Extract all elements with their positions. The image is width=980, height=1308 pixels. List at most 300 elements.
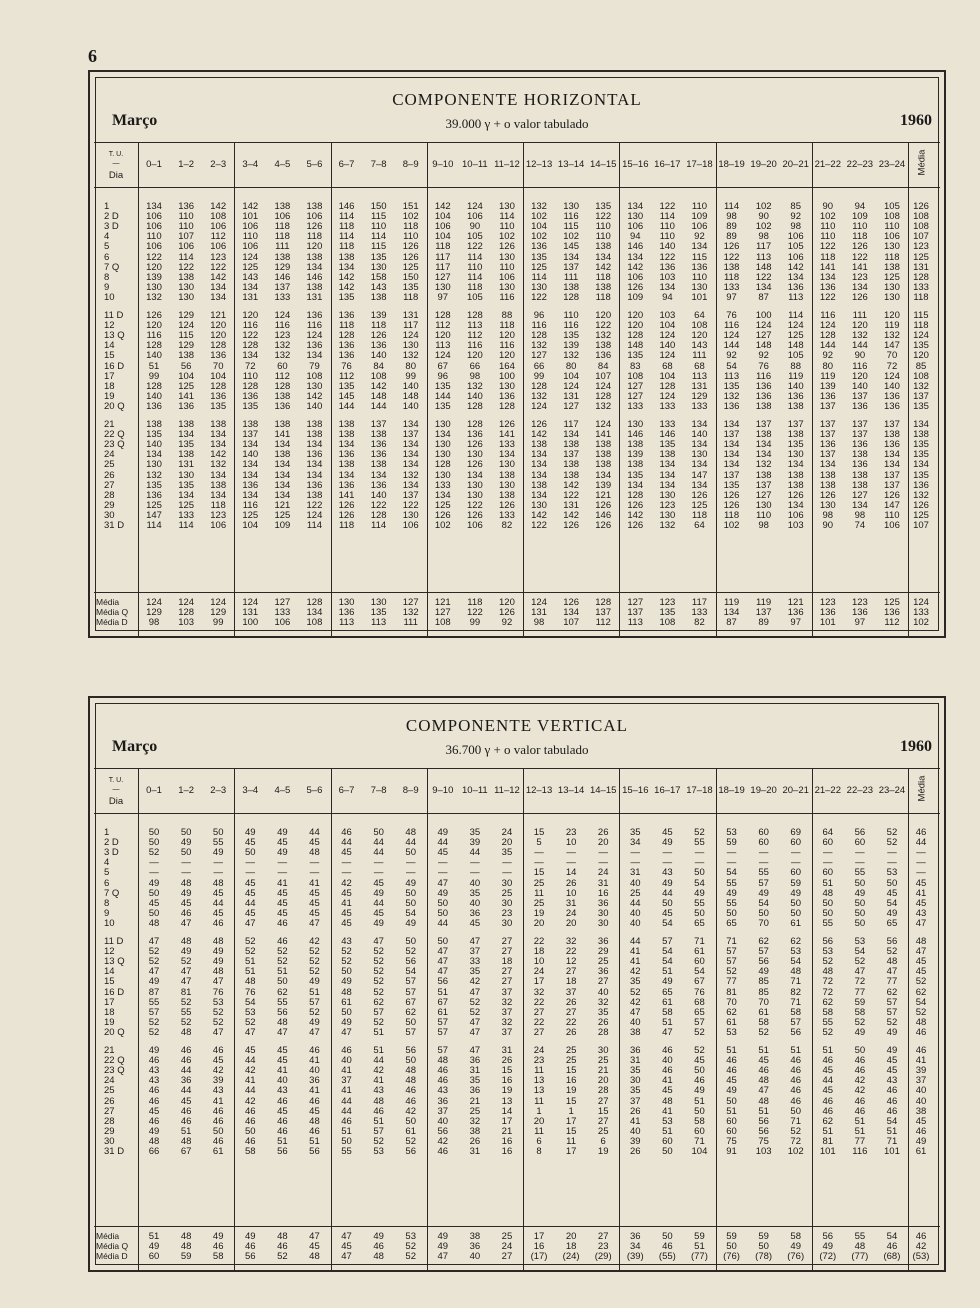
table-cell: 46	[915, 1045, 927, 1056]
summary-cell: 112	[884, 616, 900, 628]
table-cell: 133	[434, 479, 451, 491]
table-cell: 51	[180, 1125, 192, 1137]
table-cell: 147	[884, 340, 900, 352]
row-day-label: 5	[104, 867, 110, 879]
table-cell: 114	[467, 251, 483, 263]
table-cell: 138	[499, 489, 515, 501]
table-cell: 130	[146, 459, 162, 471]
table-cell: 102	[819, 211, 836, 223]
table-cell: 132	[755, 459, 772, 471]
table-cell: 129	[178, 340, 195, 352]
summary-cell: 124	[146, 596, 162, 608]
table-cell: 126	[531, 419, 547, 430]
table-cell: 144	[338, 400, 355, 412]
column-header-6–7: 6–7	[338, 159, 355, 170]
table-cell: 126	[691, 489, 708, 501]
table-cell: 80	[405, 360, 416, 372]
table-cell: 50	[854, 1045, 866, 1056]
table-cell: 51	[245, 956, 256, 968]
column-header-3–4: 3–4	[242, 785, 259, 796]
table-cell: 136	[851, 439, 868, 451]
summary-cell: 47	[309, 1230, 320, 1242]
column-header-1–2: 1–2	[178, 159, 195, 170]
table-cell: 23	[501, 907, 513, 919]
table-cell: 142	[306, 390, 323, 402]
table-cell: 60	[758, 827, 769, 838]
table-cell: 52	[245, 936, 256, 947]
table-cell: 139	[563, 340, 580, 352]
table-cell: 46	[212, 1045, 224, 1056]
table-cell: 59	[790, 877, 801, 889]
table-cell: 70	[886, 350, 898, 362]
row-day-label: 17	[104, 370, 115, 382]
table-cell: 118	[499, 320, 515, 332]
table-cell: 136	[755, 380, 772, 392]
table-cell: 49	[245, 827, 256, 838]
summary-cell: 46	[245, 1240, 256, 1252]
table-cell: 45	[245, 907, 256, 919]
table-cell: 106	[146, 211, 162, 223]
summary-cell: 132	[402, 606, 419, 618]
table-cell: 118	[403, 221, 419, 233]
table-cell: 134	[659, 281, 676, 293]
table-cell: 45	[822, 1085, 834, 1097]
table-cell: 138	[755, 469, 772, 481]
table-cell: 106	[627, 221, 644, 233]
table-cell: 106	[787, 509, 804, 521]
table-cell: 57	[405, 976, 416, 988]
table-cell: 47	[437, 877, 449, 889]
table-cell: 50	[437, 936, 449, 947]
column-header-22–23: 22–23	[846, 159, 874, 170]
table-cell: 54	[854, 946, 866, 958]
table-cell: 56	[437, 976, 449, 988]
table-cell: 117	[435, 251, 451, 263]
table-cell: 25	[533, 897, 545, 909]
table-cell: 15	[565, 1065, 577, 1077]
table-cell: 92	[790, 211, 801, 223]
table-cell: 52	[726, 966, 737, 978]
table-cell: 54	[662, 917, 673, 929]
table-cell: 126	[884, 489, 900, 501]
table-cell: 134	[434, 429, 451, 441]
table-cell: 60	[662, 1135, 673, 1147]
table-cell: —	[566, 857, 576, 869]
table-cell: 72	[822, 976, 834, 988]
table-cell: 138	[274, 419, 291, 430]
column-header-8–9: 8–9	[402, 785, 419, 796]
table-cell: 125	[274, 509, 291, 521]
table-cell: 38	[630, 1026, 641, 1038]
table-cell: 46	[405, 1095, 416, 1107]
table-cell: 50	[245, 1125, 256, 1137]
table-cell: 118	[435, 241, 451, 253]
summary-cell: 124	[178, 596, 195, 608]
summary-cell: 108	[434, 616, 451, 628]
table-cell: 136	[884, 400, 900, 412]
table-cell: 46	[148, 1055, 160, 1067]
table-cell: 126	[434, 509, 451, 521]
column-header-15–16: 15–16	[622, 159, 649, 170]
table-cell: 25	[630, 887, 641, 899]
row-day-label: 21	[104, 1045, 115, 1056]
table-cell: 138	[178, 350, 195, 362]
table-cell: 87	[758, 291, 769, 303]
table-cell: 59	[854, 996, 866, 1008]
table-cell: 75	[758, 1135, 769, 1147]
table-cell: 104	[210, 370, 227, 382]
table-cell: 110	[820, 231, 836, 243]
table-cell: 51	[373, 1045, 384, 1056]
table-cell: —	[534, 857, 544, 869]
table-cell: 56	[437, 1125, 449, 1137]
table-cell: 46	[309, 1095, 320, 1107]
table-cell: 85	[758, 976, 769, 988]
table-cell: 47	[309, 1026, 320, 1038]
table-cell: 131	[178, 459, 195, 471]
table-cell: —	[309, 857, 320, 869]
table-cell: 132	[723, 390, 740, 402]
table-cell: 128	[146, 340, 162, 352]
row-day-label: 16 D	[104, 360, 125, 372]
table-cell: 48	[341, 986, 352, 998]
table-cell: 135	[434, 380, 451, 392]
column-header-2–3: 2–3	[210, 159, 227, 170]
table-cell: 50	[694, 1105, 705, 1117]
table-cell: 102	[499, 231, 515, 243]
table-cell: 70	[726, 996, 737, 1008]
table-cell: 26	[565, 877, 577, 889]
table-cell: 35	[469, 1075, 481, 1087]
table-cell: 104	[691, 1146, 708, 1157]
table-cell: 114	[146, 520, 162, 531]
table-cell: 130	[178, 469, 195, 481]
table-cell: 130	[178, 291, 195, 303]
table-cell: 139	[370, 310, 387, 321]
table-cell: 50	[405, 1055, 416, 1067]
table-cell: 20	[533, 1115, 545, 1127]
table-cell: 125	[242, 509, 259, 521]
table-cell: 150	[402, 271, 419, 283]
table-cell: 47	[469, 986, 481, 998]
table-cell: 144	[819, 340, 836, 352]
table-cell: 19	[565, 1085, 577, 1097]
row-day-label: 8	[104, 271, 110, 283]
table-cell: 113	[788, 291, 804, 303]
table-cell: 57	[886, 1006, 898, 1018]
table-cell: 40	[915, 1085, 927, 1097]
table-cell: 138	[274, 449, 291, 461]
table-cell: 50	[341, 1006, 352, 1018]
summary-cell: 54	[886, 1230, 898, 1242]
table-cell: 124	[402, 330, 419, 342]
table-cell: 46	[373, 1105, 384, 1117]
table-cell: 90	[854, 350, 866, 362]
table-cell: 134	[787, 271, 804, 283]
table-cell: 55	[212, 837, 224, 849]
table-cell: 46	[212, 1135, 224, 1147]
table-cell: 42	[854, 1075, 866, 1087]
table-cell: 40	[597, 986, 609, 998]
summary-cell: 51	[694, 1240, 705, 1252]
table-cell: 57	[405, 986, 416, 998]
table-cell: 138	[563, 459, 580, 471]
table-cell: 46	[854, 1095, 866, 1107]
table-cell: 135	[913, 469, 929, 481]
table-cell: 49	[341, 1016, 352, 1028]
table-cell: 108	[913, 211, 929, 223]
table-cell: 40	[469, 897, 481, 909]
table-cell: 106	[627, 271, 644, 283]
summary-cell: 48	[309, 1250, 320, 1262]
table-cell: 45	[277, 897, 288, 909]
table-cell: 52	[277, 946, 288, 958]
table-cell: 49	[212, 847, 224, 859]
table-cell: 44	[245, 1085, 256, 1097]
table-cell: 54	[790, 956, 801, 968]
table-cell: 17	[533, 976, 545, 988]
row-day-label: 29	[104, 1125, 115, 1137]
table-cell: 133	[274, 291, 291, 303]
table-cell: 147	[146, 509, 162, 521]
summary-cell: 118	[467, 596, 483, 608]
row-day-label: 27	[104, 1105, 115, 1117]
table-cell: 60	[822, 837, 834, 849]
table-cell: 46	[341, 1045, 352, 1056]
table-cell: 124	[723, 330, 740, 342]
table-cell: 115	[371, 241, 387, 253]
table-cell: 146	[659, 429, 676, 441]
table-cell: 101	[819, 1146, 836, 1157]
column-header-19–20: 19–20	[750, 159, 777, 170]
table-cell: 43	[277, 1085, 288, 1097]
table-cell: —	[726, 847, 737, 859]
table-cell: 130	[884, 241, 900, 253]
table-cell: 114	[659, 211, 675, 223]
table-cell: 122	[402, 499, 419, 511]
table-cell: 130	[402, 509, 419, 521]
table-cell: 109	[851, 211, 868, 223]
table-cell: 143	[242, 271, 259, 283]
summary-cell: 40	[469, 1250, 481, 1262]
table-cell: 138	[884, 429, 900, 441]
table-cell: 115	[563, 221, 579, 233]
table-cell: 126	[338, 509, 355, 521]
table-cell: 134	[178, 429, 195, 441]
table-cell: 8	[536, 1146, 542, 1157]
table-cell: 47	[886, 966, 898, 978]
table-cell: 133	[499, 439, 515, 451]
row-day-label: 9	[104, 281, 110, 293]
table-cell: 112	[467, 330, 483, 342]
summary-cell: 46	[915, 1230, 927, 1242]
table-cell: 42	[405, 1105, 416, 1117]
table-cell: 118	[820, 251, 836, 263]
table-cell: 116	[563, 211, 579, 223]
table-cell: 39	[915, 1065, 927, 1077]
table-cell: 130	[627, 211, 644, 223]
table-cell: 36	[469, 1085, 481, 1097]
table-cell: 37	[341, 1075, 352, 1087]
table-cell: 144	[723, 340, 740, 352]
table-cell: 125	[913, 251, 929, 263]
row-day-label: 29	[104, 499, 115, 511]
summary-cell: 50	[758, 1240, 769, 1252]
table-cell: 45	[758, 1055, 769, 1067]
table-cell: 49	[915, 1135, 927, 1147]
table-cell: 61	[915, 1146, 927, 1157]
table-cell: 52	[630, 986, 641, 998]
table-cell: 144	[434, 390, 451, 402]
table-cell: 138	[210, 479, 227, 491]
table-cell: 136	[819, 390, 836, 402]
table-cell: —	[598, 857, 608, 869]
table-cell: 90	[822, 201, 834, 212]
summary-cell: 23	[597, 1240, 609, 1252]
table-cell: 20	[597, 837, 609, 849]
table-cell: 49	[212, 946, 224, 958]
table-cell: 54	[726, 867, 737, 879]
table-cell: 46	[341, 827, 352, 838]
table-cell: 138	[306, 429, 323, 441]
table-cell: 47	[277, 1026, 288, 1038]
table-cell: 118	[467, 281, 483, 293]
row-day-label: 13 Q	[104, 956, 125, 968]
row-day-label: 22 Q	[104, 429, 125, 441]
table-cell: 55	[726, 897, 737, 909]
table-cell: 28	[597, 1026, 609, 1038]
table-cell: 6	[600, 1135, 606, 1147]
table-cell: 115	[913, 310, 929, 321]
table-cell: 103	[755, 1146, 772, 1157]
table-cell: 128	[531, 330, 547, 342]
dia-header: Dia	[108, 170, 124, 181]
table-cell: 81	[726, 986, 737, 998]
table-cell: 57	[726, 956, 737, 968]
table-cell: 138	[306, 201, 323, 212]
table-cell: 40	[662, 1055, 673, 1067]
table-cell: 40	[309, 1065, 320, 1077]
table-cell: 125	[531, 261, 547, 273]
table-cell: 126	[627, 281, 644, 293]
table-cell: 19	[501, 1085, 513, 1097]
table-cell: 52	[212, 1016, 224, 1028]
table-cell: 131	[913, 261, 929, 273]
table-cell: 108	[913, 370, 929, 382]
table-cell: 52	[373, 966, 384, 978]
table-cell: 128	[466, 400, 483, 412]
table-cell: 114	[306, 520, 323, 531]
table-cell: 46	[915, 1125, 927, 1137]
table-cell: —	[373, 857, 384, 869]
row-day-label: 23 Q	[104, 1065, 125, 1077]
table-cell: 60	[758, 837, 769, 849]
table-cell: 77	[886, 976, 898, 988]
summary-cell: 51	[148, 1230, 160, 1242]
table-cell: 126	[851, 241, 868, 253]
table-cell: 134	[210, 469, 227, 481]
table-cell: 138	[723, 261, 740, 273]
table-cell: 120	[466, 350, 483, 362]
table-cell: 134	[338, 469, 355, 481]
table-cell: 65	[886, 917, 898, 929]
table-cell: 46	[437, 1146, 449, 1157]
table-cell: 142	[531, 429, 547, 441]
table-cell: 71	[694, 936, 705, 947]
row-day-label: 31 D	[104, 1146, 125, 1157]
summary-cell: 133	[913, 606, 929, 618]
table-cell: 131	[402, 310, 419, 321]
table-cell: 46	[694, 1075, 705, 1087]
table-cell: 46	[405, 1085, 416, 1097]
table-cell: 118	[723, 509, 740, 521]
table-cell: 135	[627, 469, 644, 481]
table-cell: 116	[499, 340, 515, 352]
table-cell: 116	[499, 291, 515, 303]
table-cell: —	[916, 857, 926, 869]
table-cell: 72	[790, 1135, 801, 1147]
table-cell: 144	[851, 340, 868, 352]
table-cell: 76	[758, 360, 769, 372]
table-cell: 138	[659, 449, 676, 461]
table-cell: 110	[242, 370, 258, 382]
table-cell: 76	[726, 310, 737, 321]
table-cell: 103	[659, 310, 676, 321]
table-cell: 128	[434, 310, 451, 321]
table-cell: —	[502, 857, 512, 869]
summary-cell: 130	[370, 596, 387, 608]
table-cell: 53	[822, 946, 834, 958]
table-cell: 138	[306, 281, 323, 293]
table-cell: 61	[341, 996, 352, 1008]
summary-cell: 46	[373, 1240, 384, 1252]
table-cell: 62	[373, 996, 384, 1008]
table-cell: 44	[245, 1055, 256, 1067]
table-cell: 140	[370, 489, 387, 501]
table-cell: 47	[212, 976, 224, 988]
table-cell: 134	[499, 449, 515, 461]
table-cell: 120	[210, 320, 227, 332]
table-cell: 124	[466, 201, 483, 212]
summary-cell: 59	[180, 1250, 192, 1262]
table-cell: 61	[758, 1006, 769, 1018]
table-cell: —	[373, 867, 384, 879]
table-cell: 122	[531, 520, 547, 531]
table-cell: 45	[822, 1065, 834, 1077]
table-cell: 134	[338, 261, 355, 273]
table-cell: 106	[787, 231, 804, 243]
table-cell: 71	[790, 976, 801, 988]
table-cell: 118	[913, 320, 929, 332]
table-cell: 48	[822, 887, 834, 899]
row-day-label: 26	[104, 469, 115, 481]
table-cell: 85	[790, 201, 801, 212]
table-cell: 115	[371, 211, 387, 223]
table-cell: 120	[691, 330, 708, 342]
table-cell: 85	[915, 360, 927, 372]
table-cell: 51	[662, 1016, 673, 1028]
table-cell: 30	[597, 1045, 609, 1056]
table-cell: 56	[277, 1146, 288, 1157]
table-cell: 57	[886, 996, 898, 1008]
table-cell: 131	[563, 390, 580, 402]
table-cell: 125	[402, 261, 419, 273]
table-cell: 148	[370, 390, 387, 402]
summary-cell: 126	[499, 606, 515, 618]
table-cell: 64	[822, 827, 834, 838]
table-cell: 44	[469, 847, 481, 859]
table-cell: 142	[434, 201, 451, 212]
